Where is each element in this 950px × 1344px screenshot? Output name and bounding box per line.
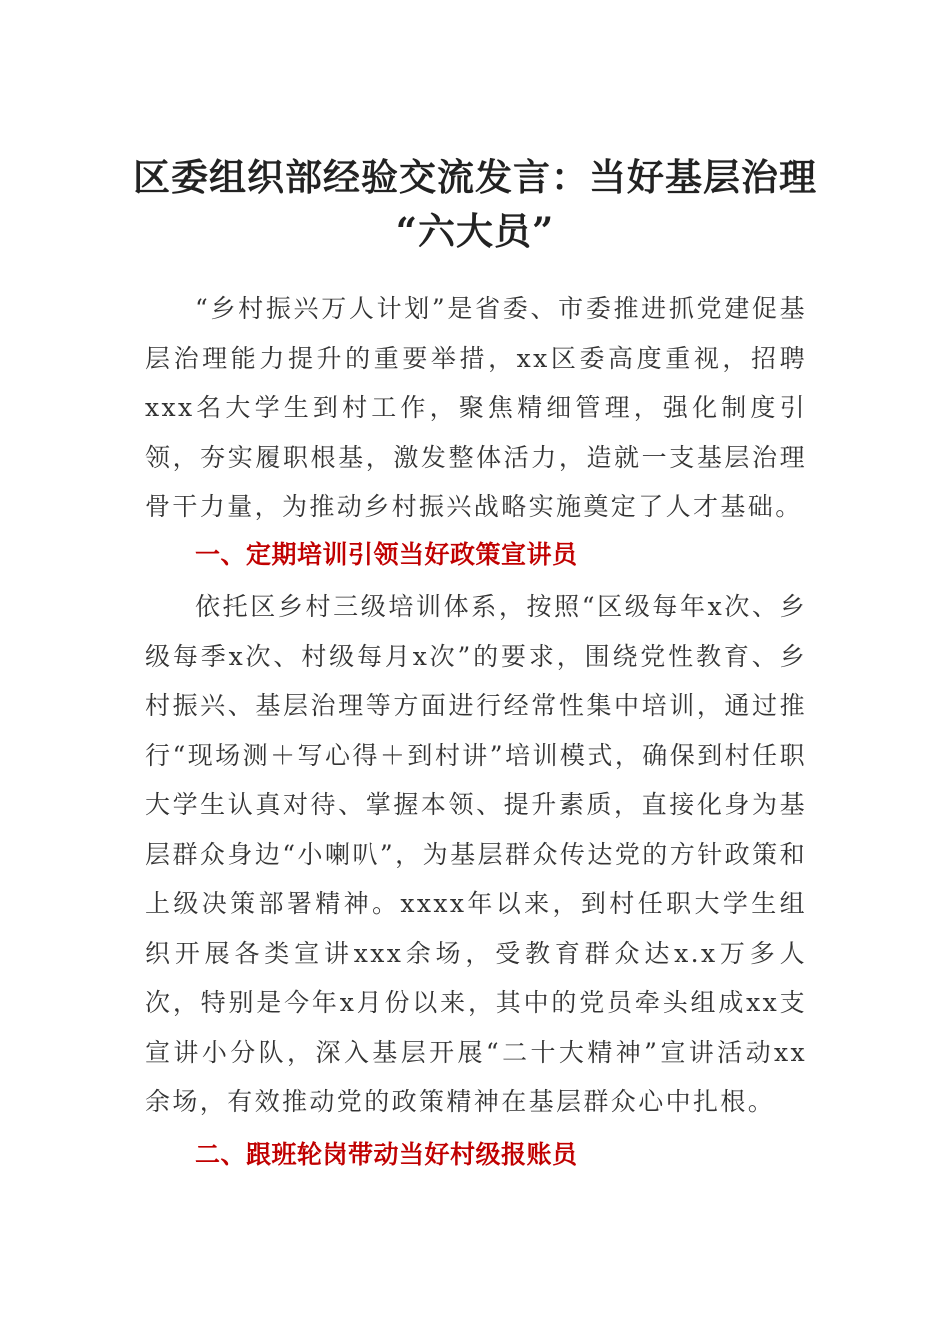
- section-1-paragraph: 依托区乡村三级培训体系，按照“区级每年x次、乡级每季x次、村级每月x次”的要求，围绕党性教育、乡村振兴、基层治理等方面进行经常性集中培训，通过推行“现场测＋写心得＋到村讲”培训模式，确保到村任职大学生认真对待、掌握本领、提升素质，直接化身为基层群众身边“小喇叭”，为基层群众传达党的方针政策和上级决策部署精神。xxxx年以来，到村任职大学生组织开展各类宣讲xxx余场，受教育群众达x.x万多人次，特别是今年x月份以来，其中的党员牵头组成xx支宣讲小分队，深入基层开展“二十大精神”宣讲活动xx余场，有效推动党的政策精神在基层群众心中扎根。: [145, 592, 807, 1116]
- section-heading-2: 二、跟班轮岗带动当好村级报账员: [195, 1140, 578, 1169]
- intro-paragraph: “乡村振兴万人计划”是省委、市委推进抓党建促基层治理能力提升的重要举措，xx区委高度重视，招聘xxx名大学生到村工作，聚焦精细管理，强化制度引领，夯实履职根基，激发整体活力，造就一支基层治理骨干力量，为推动乡村振兴战略实施奠定了人才基础。: [145, 294, 807, 521]
- section-heading-1: 一、定期培训引领当好政策宣讲员: [195, 540, 578, 569]
- title-line-2: “六大员”: [395, 209, 555, 253]
- document-title: [100, 150, 850, 258]
- title-line-1: 区委组织部经验交流发言：当好基层治理: [133, 155, 817, 199]
